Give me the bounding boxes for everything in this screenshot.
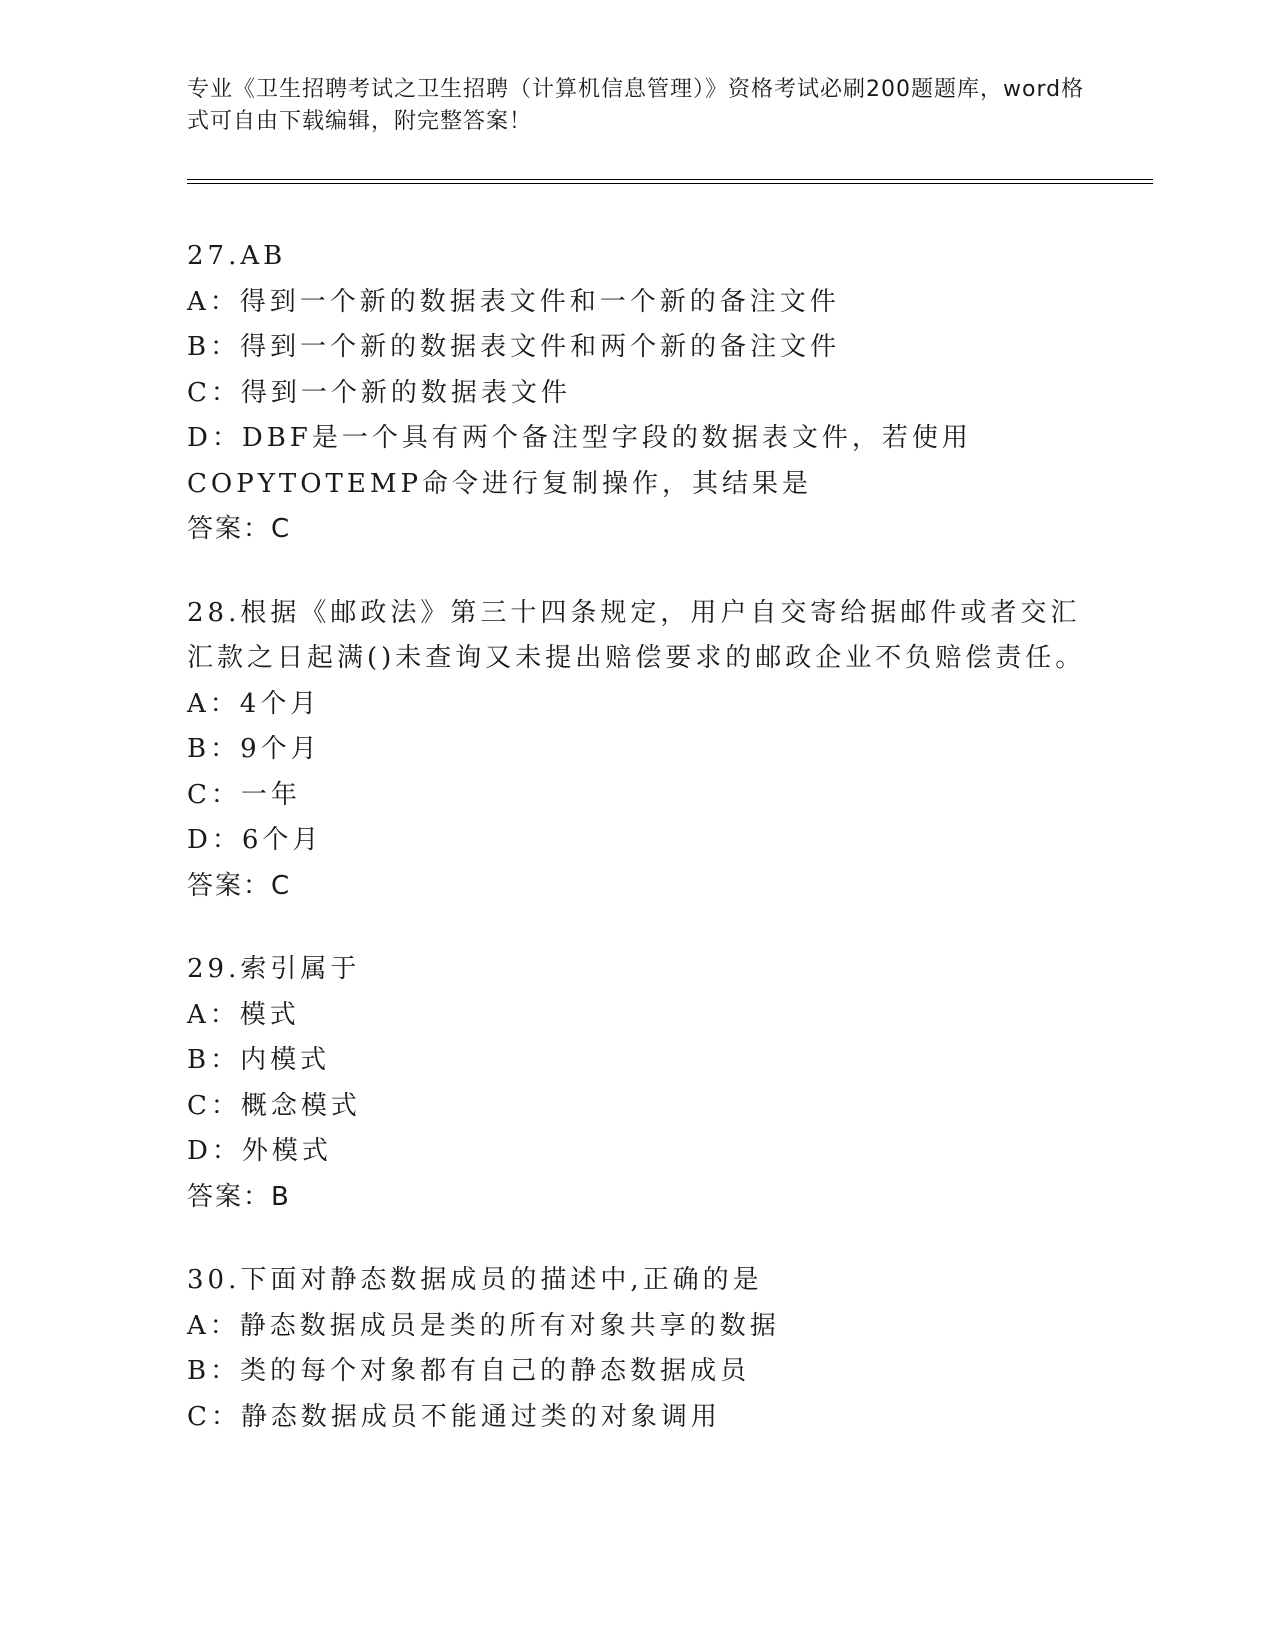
option-b: B：9个月 [187, 734, 321, 764]
question-stem: 27.AB [187, 241, 287, 271]
option-c: C：静态数据成员不能通过类的对象调用 [187, 1401, 721, 1432]
answer-label: 答案：C [187, 870, 292, 901]
document-header-title: 专业《卫生招聘考试之卫生招聘（计算机信息管理）》资格考试必刷200题题库，word格式可自由下载编辑，附完整答案！ [187, 77, 1085, 134]
answer-label: 答案：B [187, 1181, 291, 1212]
option-b: B：类的每个对象都有自己的静态数据成员 [187, 1356, 751, 1386]
option-d: D：6个月 [187, 825, 323, 855]
option-a: A：4个月 [187, 688, 321, 719]
option-a: A：得到一个新的数据表文件和一个新的备注文件 [187, 286, 840, 317]
question-stem: 29.索引属于 [187, 954, 361, 984]
question-27 [187, 234, 1087, 553]
option-d: D：DBF是一个具有两个备注型字段的数据表文件，若使用COPYTOTEMP命令进行复制操作，其结果是 [187, 423, 972, 499]
option-c: C：一年 [187, 779, 301, 810]
question-29 [187, 947, 1087, 1220]
answer-label: 答案：C [187, 514, 292, 544]
option-b: B：内模式 [187, 1045, 331, 1075]
option-a: A：静态数据成员是类的所有对象共享的数据 [187, 1310, 780, 1341]
header-rule-top [187, 179, 1153, 180]
option-a: A：模式 [187, 999, 300, 1030]
question-stem: 28.根据《邮政法》第三十四条规定，用户自交寄给据邮件或者交汇汇款之日起满()未查询又未提出赔偿要求的邮政企业不负赔偿责任。 [187, 597, 1086, 673]
option-b: B：得到一个新的数据表文件和两个新的备注文件 [187, 332, 841, 362]
question-28 [187, 591, 1087, 910]
option-d: D：外模式 [187, 1136, 332, 1166]
header-rule-bottom [187, 183, 1153, 184]
option-c: C：概念模式 [187, 1090, 361, 1121]
question-list [187, 234, 1087, 1478]
question-stem: 30.下面对静态数据成员的描述中,正确的是 [187, 1265, 763, 1295]
option-c: C：得到一个新的数据表文件 [187, 377, 571, 408]
question-30 [187, 1258, 1087, 1440]
